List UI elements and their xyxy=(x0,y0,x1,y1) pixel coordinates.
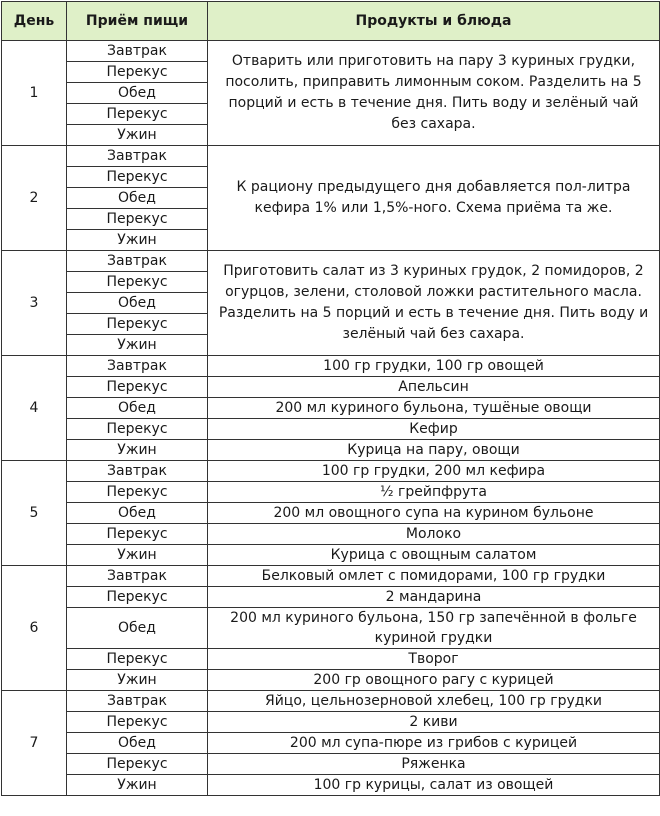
meal-cell: Ужин xyxy=(67,125,208,146)
table-row xyxy=(2,649,660,670)
meal-cell: Ужин xyxy=(67,440,208,461)
meal-cell: Обед xyxy=(67,503,208,524)
food-cell: Отварить или приготовить на пару 3 куриных грудки, посолить, приправить лимонным соком. Разделить на 5 порций и есть в течение дня. Пить воду и зелёный чай без сахара. xyxy=(208,41,660,146)
food-cell: 100 гр грудки, 100 гр овощей xyxy=(208,356,660,377)
table-row xyxy=(2,146,660,167)
food-cell: 200 мл куриного бульона, 150 гр запечённой в фольге куриной грудки xyxy=(208,608,660,649)
meal-cell: Завтрак xyxy=(67,356,208,377)
meal-cell: Перекус xyxy=(67,649,208,670)
table-row xyxy=(2,545,660,566)
table-row xyxy=(2,775,660,796)
food-cell: Ряженка xyxy=(208,754,660,775)
table-row xyxy=(2,41,660,62)
day-cell: 5 xyxy=(2,461,67,566)
day-cell: 2 xyxy=(2,146,67,251)
food-cell: Курица на пару, овощи xyxy=(208,440,660,461)
food-cell: 2 мандарина xyxy=(208,587,660,608)
day-cell: 6 xyxy=(2,566,67,691)
food-cell: Белковый омлет с помидорами, 100 гр грудки xyxy=(208,566,660,587)
table-row xyxy=(2,251,660,272)
day-cell: 3 xyxy=(2,251,67,356)
meal-cell: Обед xyxy=(67,608,208,649)
meal-cell: Перекус xyxy=(67,167,208,188)
meal-cell: Перекус xyxy=(67,377,208,398)
food-cell: ½ грейпфрута xyxy=(208,482,660,503)
food-cell: К рациону предыдущего дня добавляется пол-литра кефира 1% или 1,5%-ного. Схема приёма та же. xyxy=(208,146,660,251)
meal-cell: Обед xyxy=(67,188,208,209)
table-row xyxy=(2,733,660,754)
meal-cell: Завтрак xyxy=(67,41,208,62)
meal-cell: Обед xyxy=(67,398,208,419)
food-cell: 100 гр грудки, 200 мл кефира xyxy=(208,461,660,482)
meal-cell: Завтрак xyxy=(67,251,208,272)
diet-table xyxy=(1,1,660,796)
meal-cell: Завтрак xyxy=(67,146,208,167)
meal-cell: Обед xyxy=(67,733,208,754)
meal-cell: Завтрак xyxy=(67,566,208,587)
food-cell: Яйцо, цельнозерновой хлебец, 100 гр грудки xyxy=(208,691,660,712)
food-cell: Апельсин xyxy=(208,377,660,398)
table-row xyxy=(2,608,660,649)
meal-cell: Завтрак xyxy=(67,691,208,712)
header-day: День xyxy=(2,2,67,41)
meal-cell: Перекус xyxy=(67,419,208,440)
food-cell: Молоко xyxy=(208,524,660,545)
food-cell: Курица с овощным салатом xyxy=(208,545,660,566)
meal-cell: Перекус xyxy=(67,62,208,83)
table-row xyxy=(2,691,660,712)
meal-cell: Завтрак xyxy=(67,461,208,482)
table-row xyxy=(2,356,660,377)
table-row xyxy=(2,482,660,503)
food-cell: 200 гр овощного рагу с курицей xyxy=(208,670,660,691)
table-row xyxy=(2,670,660,691)
meal-cell: Перекус xyxy=(67,482,208,503)
table-row xyxy=(2,377,660,398)
meal-cell: Перекус xyxy=(67,587,208,608)
food-cell: Творог xyxy=(208,649,660,670)
table-row xyxy=(2,587,660,608)
table-row xyxy=(2,712,660,733)
table-row xyxy=(2,503,660,524)
meal-cell: Перекус xyxy=(67,272,208,293)
meal-cell: Перекус xyxy=(67,712,208,733)
table-row xyxy=(2,419,660,440)
meal-cell: Ужин xyxy=(67,545,208,566)
meal-cell: Ужин xyxy=(67,230,208,251)
food-cell: 2 киви xyxy=(208,712,660,733)
header-food: Продукты и блюда xyxy=(208,2,660,41)
food-cell: 200 мл супа-пюре из грибов с курицей xyxy=(208,733,660,754)
food-cell: Кефир xyxy=(208,419,660,440)
table-row xyxy=(2,440,660,461)
table-row xyxy=(2,566,660,587)
food-cell: Приготовить салат из 3 куриных грудок, 2 помидоров, 2 огурцов, зелени, столовой ложки растительного масла. Разделить на 5 порций и есть в течение дня. Пить воду и зелёный чай без сахара. xyxy=(208,251,660,356)
table-row xyxy=(2,754,660,775)
meal-cell: Ужин xyxy=(67,335,208,356)
meal-cell: Перекус xyxy=(67,209,208,230)
meal-cell: Перекус xyxy=(67,524,208,545)
table-row xyxy=(2,461,660,482)
meal-cell: Перекус xyxy=(67,314,208,335)
food-cell: 200 мл овощного супа на курином бульоне xyxy=(208,503,660,524)
header-meal: Приём пищи xyxy=(67,2,208,41)
table-row xyxy=(2,524,660,545)
meal-cell: Перекус xyxy=(67,754,208,775)
day-cell: 7 xyxy=(2,691,67,796)
food-cell: 200 мл куриного бульона, тушёные овощи xyxy=(208,398,660,419)
food-cell: 100 гр курицы, салат из овощей xyxy=(208,775,660,796)
meal-cell: Ужин xyxy=(67,670,208,691)
header-row xyxy=(2,2,660,41)
day-cell: 4 xyxy=(2,356,67,461)
day-cell: 1 xyxy=(2,41,67,146)
table-row xyxy=(2,398,660,419)
meal-cell: Обед xyxy=(67,83,208,104)
meal-cell: Ужин xyxy=(67,775,208,796)
meal-cell: Обед xyxy=(67,293,208,314)
meal-cell: Перекус xyxy=(67,104,208,125)
